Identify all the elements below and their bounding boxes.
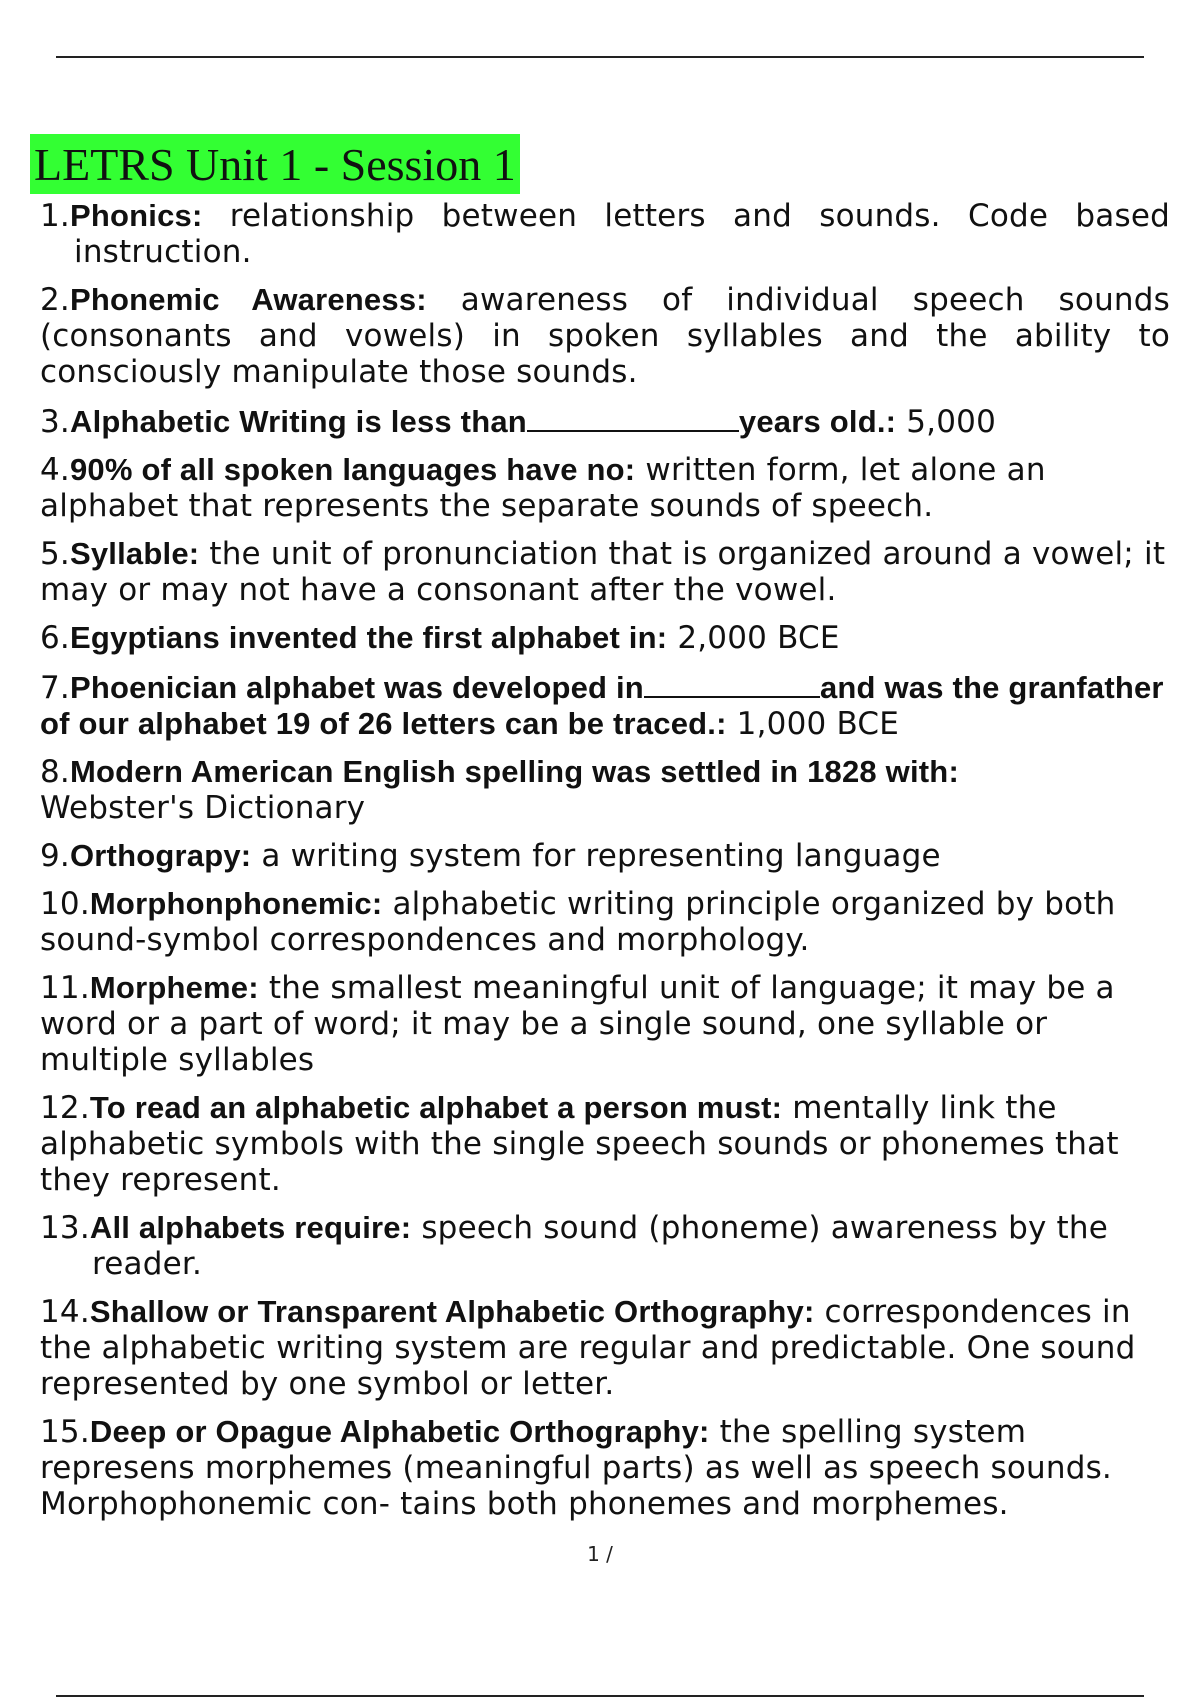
- list-item: [40, 1090, 1170, 1198]
- item-term: Morpheme:: [89, 970, 259, 1005]
- item-number: 5.: [40, 536, 70, 572]
- item-number: 7.: [40, 670, 70, 706]
- page-title: LETRS Unit 1 - Session 1: [30, 134, 520, 194]
- term-list: [40, 198, 1170, 1534]
- item-definition: 1,000 BCE: [726, 706, 900, 742]
- item-term: Orthograpy:: [69, 838, 252, 873]
- list-item: [40, 1210, 1170, 1282]
- item-term: Phoenician alphabet was developed in: [69, 670, 644, 705]
- item-number: 1.: [40, 198, 70, 234]
- list-item: [40, 838, 1170, 874]
- list-item: [40, 452, 1170, 524]
- top-rule: [56, 56, 1144, 58]
- item-term-continued: years old.:: [738, 404, 897, 439]
- item-number: 13.: [40, 1210, 90, 1246]
- item-term: Egyptians invented the first alphabet in:: [69, 620, 668, 655]
- list-item: [40, 668, 1170, 742]
- item-term: All alphabets require:: [89, 1210, 412, 1245]
- item-definition: 5,000: [896, 404, 996, 440]
- list-item: [40, 970, 1170, 1078]
- item-definition: correspondences in the alphabetic writing system are regular and predictable. One sound represented by one symbol or letter.: [40, 1294, 1136, 1402]
- item-term: Phonemic Awareness:: [69, 282, 427, 317]
- item-definition: a writing system for representing language: [251, 838, 941, 874]
- item-number: 4.: [40, 452, 70, 488]
- list-item: [40, 620, 1170, 656]
- item-term: Syllable:: [69, 536, 200, 571]
- item-definition: the unit of pronunciation that is organized around a vowel; it may or may not have a consonant after the vowel.: [40, 536, 1166, 608]
- item-term: Modern American English spelling was settled in 1828 with:: [69, 754, 959, 789]
- item-term: Phonics:: [69, 198, 203, 233]
- item-definition: 2,000 BCE: [667, 620, 840, 656]
- list-item: [40, 198, 1170, 270]
- list-item: [40, 754, 1170, 826]
- item-term: 90% of all spoken languages have no:: [69, 452, 636, 487]
- list-item: [40, 1414, 1170, 1522]
- item-term: To read an alphabetic alphabet a person must:: [89, 1090, 783, 1125]
- item-definition: the spelling system represens morphemes (meaningful parts) as well as speech sounds. Morphophonemic con- tains both phonemes and morphemes.: [40, 1414, 1112, 1522]
- item-number: 10.: [40, 886, 90, 922]
- item-term-continued: and was the granfather of our alphabet 19 of 26 letters can be traced.:: [40, 670, 1164, 741]
- item-term: Deep or Opague Alphabetic Orthography:: [89, 1414, 710, 1449]
- list-item: [40, 536, 1170, 608]
- list-item: [40, 886, 1170, 958]
- fill-in-blank: [644, 668, 820, 698]
- bottom-rule: [56, 1695, 1144, 1697]
- item-number: 15.: [40, 1414, 90, 1450]
- page-number: 1 /: [587, 1542, 613, 1566]
- item-term: Alphabetic Writing is less than: [69, 404, 527, 439]
- item-number: 3.: [40, 404, 70, 440]
- item-number: 9.: [40, 838, 70, 874]
- item-definition: speech sound (phoneme) awareness by the reader.: [92, 1210, 1109, 1282]
- item-number: 12.: [40, 1090, 90, 1126]
- list-item: [40, 282, 1170, 390]
- item-number: 8.: [40, 754, 70, 790]
- item-definition: written form, let alone an alphabet that represents the separate sounds of speech.: [40, 452, 1046, 524]
- item-definition: awareness of individual speech sounds (consonants and vowels) in spoken syllables and the ability to consciously manipulate those sounds.: [40, 282, 1170, 390]
- item-definition: mentally link the alphabetic symbols with the single speech sounds or phonemes that they represent.: [40, 1090, 1119, 1198]
- item-definition: alphabetic writing principle organized by both sound-symbol correspondences and morphology.: [40, 886, 1116, 958]
- list-item: [40, 402, 1170, 440]
- item-definition: relationship between letters and sounds. Code based instruction.: [74, 198, 1170, 270]
- item-number: 14.: [40, 1294, 90, 1330]
- item-number: 2.: [40, 282, 70, 318]
- item-term: Shallow or Transparent Alphabetic Orthography:: [89, 1294, 815, 1329]
- item-number: 11.: [40, 970, 90, 1006]
- item-definition: Webster's Dictionary: [40, 790, 366, 826]
- fill-in-blank: [527, 402, 739, 432]
- item-number: 6.: [40, 620, 70, 656]
- item-definition: the smallest meaningful unit of language; it may be a word or a part of word; it may be a single sound, one syllable or multiple syllables: [40, 970, 1115, 1078]
- list-item: [40, 1294, 1170, 1402]
- item-term: Morphonphonemic:: [89, 886, 383, 921]
